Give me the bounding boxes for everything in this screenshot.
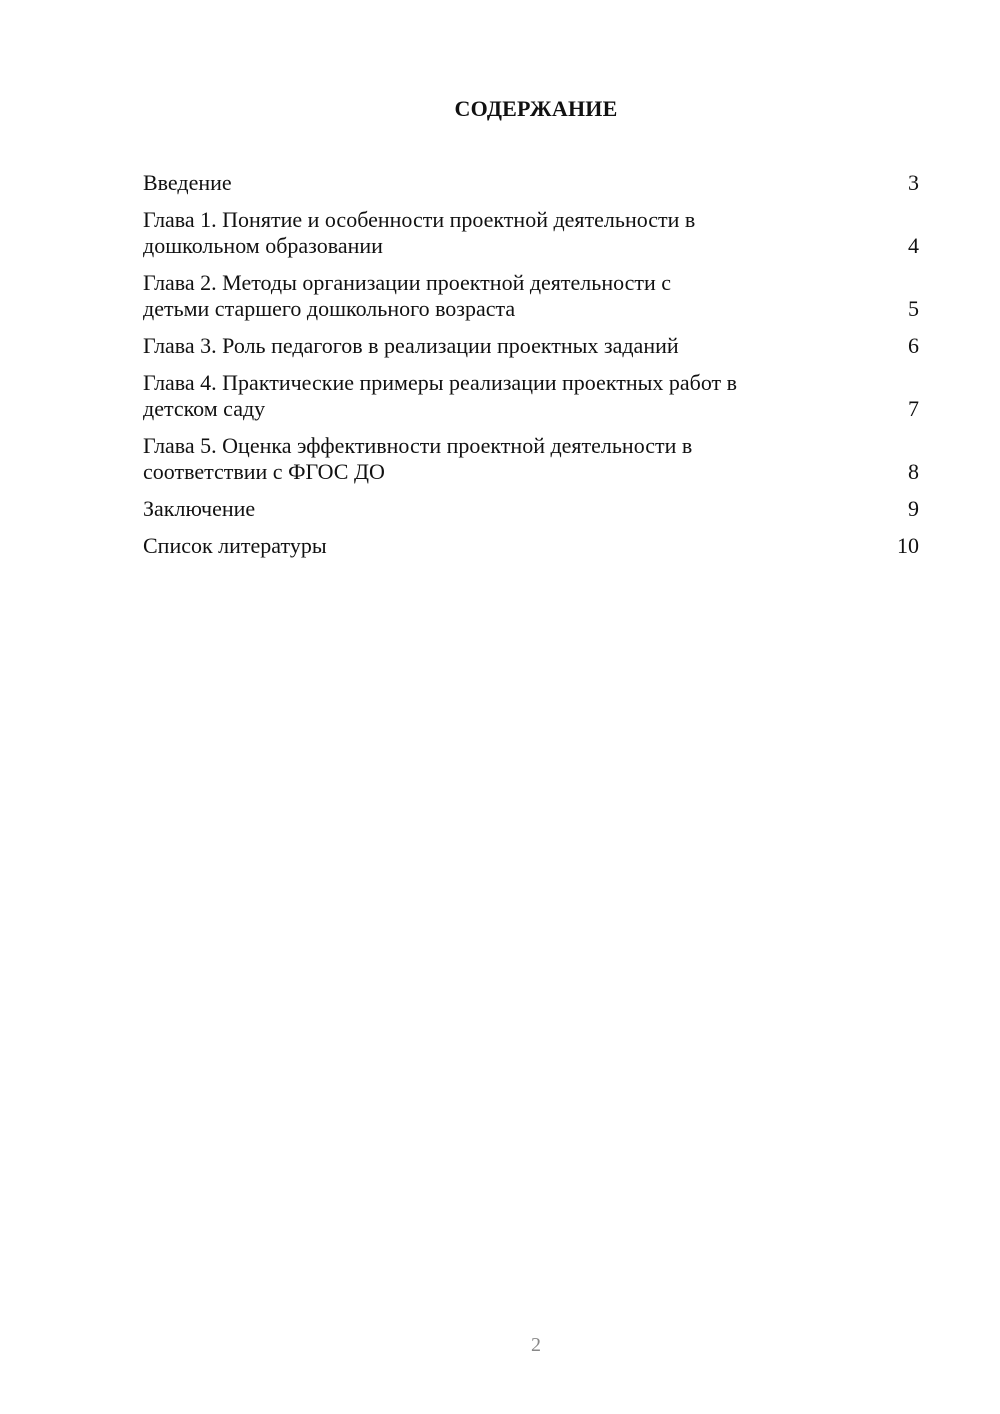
toc-entry-page: 5 <box>908 296 919 321</box>
toc-entry-text: Глава 3. Роль педагогов в реализации проектных заданий <box>143 333 679 358</box>
toc-entry-text: Глава 5. Оценка эффективности проектной деятельности в соответствии с ФГОС ДО <box>143 433 693 484</box>
toc-entry-text: Глава 4. Практические примеры реализации проектных работ в детском саду <box>143 370 738 421</box>
toc-entry-page: 3 <box>908 170 919 195</box>
toc-entry-chapter-5 <box>143 433 919 485</box>
toc-entry-chapter-2 <box>143 270 919 322</box>
toc-entry-page: 10 <box>897 533 919 558</box>
table-of-contents <box>143 170 919 570</box>
toc-entry-text: Глава 2. Методы организации проектной деятельности с детьми старшего дошкольного возраста <box>143 270 672 321</box>
toc-entry-text: Введение <box>143 170 232 195</box>
toc-entry-introduction <box>143 170 919 196</box>
toc-entry-text: Глава 1. Понятие и особенности проектной деятельности в дошкольном образовании <box>143 207 696 258</box>
toc-entry-chapter-1 <box>143 207 919 259</box>
toc-entry-text: Заключение <box>143 496 256 521</box>
toc-entry-text: Список литературы <box>143 533 327 558</box>
toc-entry-conclusion <box>143 496 919 522</box>
toc-entry-chapter-4 <box>143 370 919 422</box>
toc-entry-page: 4 <box>908 233 919 258</box>
toc-entry-bibliography <box>143 533 919 559</box>
toc-entry-page: 9 <box>908 496 919 521</box>
toc-entry-page: 7 <box>908 396 919 421</box>
toc-entry-page: 6 <box>908 333 919 358</box>
page-number: 2 <box>531 1334 541 1356</box>
toc-entry-chapter-3 <box>143 333 919 359</box>
toc-entry-page: 8 <box>908 459 919 484</box>
page-title: СОДЕРЖАНИЕ <box>454 96 618 121</box>
